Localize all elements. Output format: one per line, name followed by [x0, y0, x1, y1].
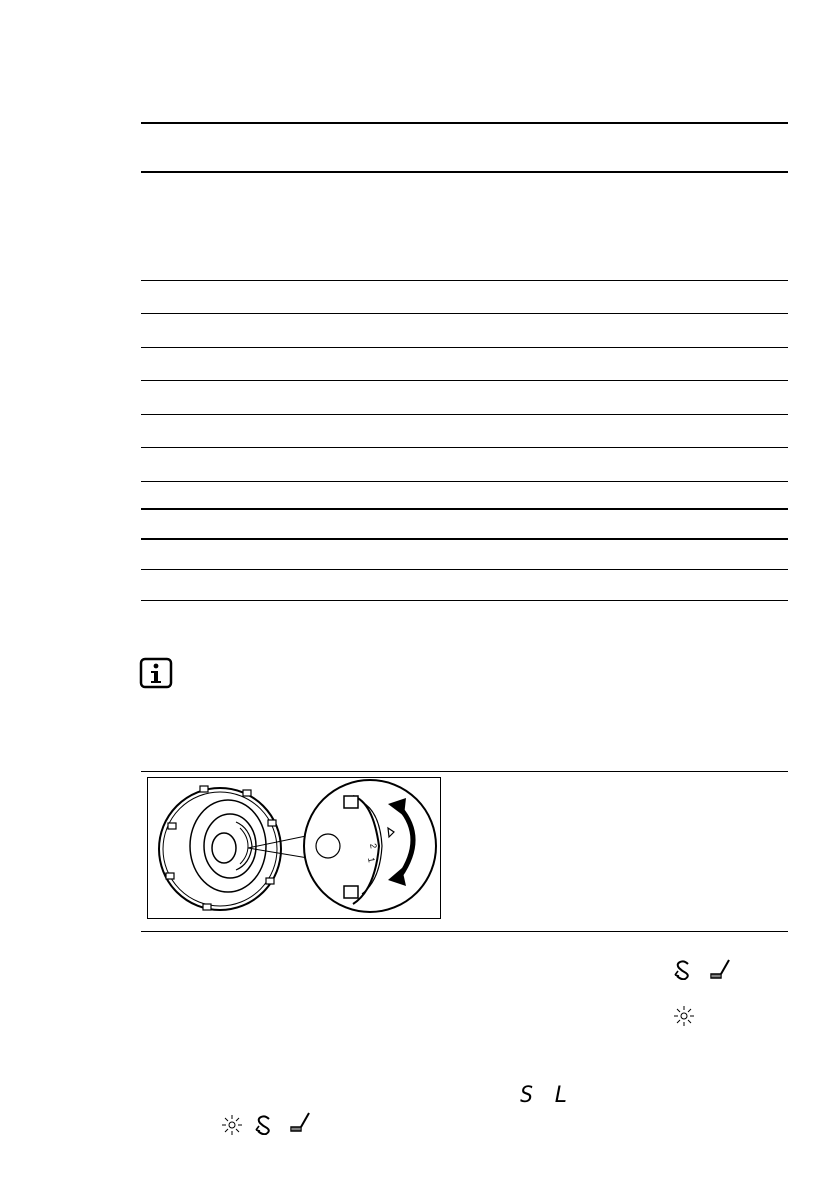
table-section-rule	[141, 538, 788, 540]
table-row-rule	[141, 414, 788, 415]
table-header-rule	[141, 171, 788, 173]
table-row-rule	[141, 347, 788, 348]
water-softener-dial-figure	[147, 777, 441, 919]
table-row-rule	[141, 280, 788, 281]
rinse-aid-icon	[672, 958, 694, 985]
table-row-rule	[141, 447, 788, 448]
info-icon	[139, 657, 173, 689]
display-code-sl: S L	[520, 1083, 572, 1108]
dial-mark-1: 1	[366, 856, 377, 864]
table-row-rule	[141, 313, 788, 314]
dial-mark-2: 2	[368, 842, 379, 850]
table-bottom-rule	[141, 600, 788, 601]
salt-icon	[707, 958, 731, 987]
figure-top-rule	[141, 771, 788, 772]
figure-bottom-rule	[141, 931, 788, 932]
table-row-rule	[141, 569, 788, 570]
table-top-rule	[141, 122, 788, 124]
salt-icon	[287, 1111, 311, 1140]
sparkle-icon	[673, 1005, 695, 1032]
table-section-rule	[141, 508, 788, 510]
table-row-rule	[141, 380, 788, 381]
table-row-rule	[141, 481, 788, 482]
rinse-aid-icon	[253, 1113, 275, 1140]
sparkle-icon	[221, 1114, 243, 1141]
